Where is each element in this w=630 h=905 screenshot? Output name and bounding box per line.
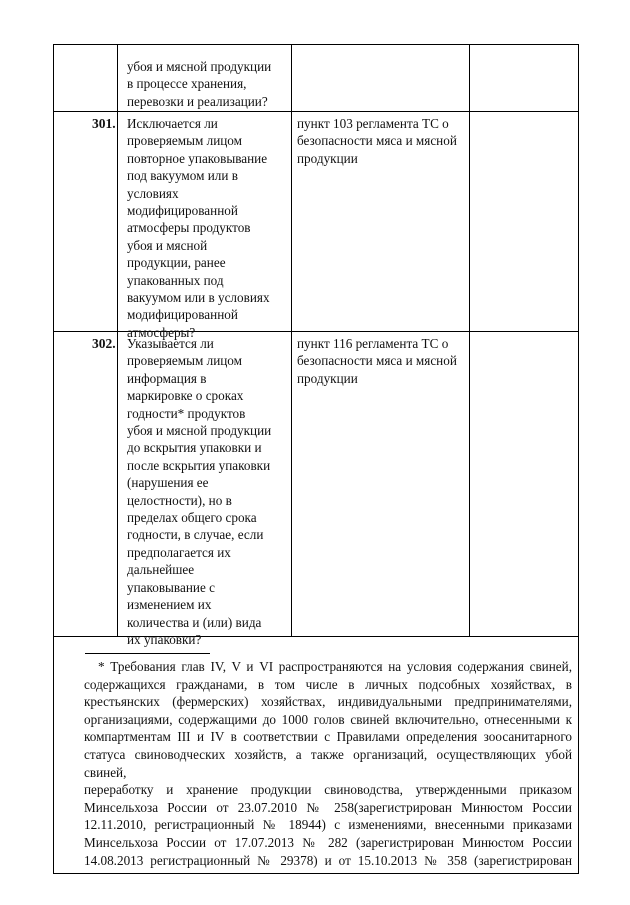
row-divider-301 — [53, 111, 579, 112]
text-line: под вакуумом или в — [127, 168, 238, 184]
reference-301 — [297, 115, 477, 167]
text-line: упакованных под — [127, 272, 224, 288]
question-301 — [127, 115, 297, 341]
text-line: пункт 103 регламента ТС о — [297, 116, 449, 131]
text-line: проверяемым лицом — [127, 353, 242, 369]
footnote-line: Минсельхоза России от 23.07.2010 № 258(зарегистрирован Минюстом России — [84, 799, 572, 815]
row-number-301: 301. — [92, 116, 116, 131]
text-line: (нарушения ее — [127, 475, 209, 491]
text-line: пределах общего срока — [127, 510, 257, 526]
footnote-line: крестьянских (фермерских) хозяйствах, индивидуальными предпринимателями, — [84, 694, 572, 710]
footnote-line: 12.11.2010, регистрационный № 18944) с изменениями, внесенными приказами — [84, 817, 572, 833]
text-line: повторное упаковывание — [127, 150, 268, 166]
text-line: после вскрытия упаковки — [127, 457, 271, 473]
text-line: вакуумом или в условиях — [127, 290, 270, 306]
footnote — [84, 658, 572, 869]
column-divider-number — [117, 44, 118, 636]
text-line: убоя и мясной продукции — [127, 423, 272, 439]
footnote-line: статуса свиноводческих хозяйств, а также организаций, осуществляющих убой свиней, — [84, 746, 572, 780]
text-line: целостности), но в — [127, 492, 232, 508]
text-line: убоя и мясной — [127, 237, 208, 253]
text-line: годности* продуктов — [127, 405, 246, 421]
text-line: предполагается их — [127, 544, 231, 560]
text-line: их упаковки? — [127, 631, 202, 647]
question-302 — [127, 335, 297, 648]
text-line: маркировке о сроках — [127, 388, 244, 404]
footnote-line: 14.08.2013 регистрационный № 29378) и от 15.10.2013 № 358 (зарегистрирован — [84, 852, 572, 868]
text-line: пункт 116 регламента ТС о — [297, 336, 449, 351]
footnote-line: организациями, содержащими до 1000 голов свиней включительно, отнесенными к — [84, 711, 572, 727]
text-line: модифицированной — [127, 203, 238, 219]
text-line: проверяемым лицом — [127, 133, 242, 149]
text-line: информация в — [127, 370, 207, 386]
text-line: продукции, ранее — [127, 255, 226, 271]
text-line: до вскрытия упаковки и — [127, 440, 262, 456]
footnote-line: * Требования глав IV, V и VI распространяются на условия содержания свиней, — [98, 659, 572, 674]
footnote-line: Минсельхоза России от 17.07.2013 № 282 (зарегистрирован Минюстом России — [84, 834, 572, 850]
question-continued — [127, 58, 297, 110]
text-line: упаковывание с — [127, 579, 215, 595]
text-line: условиях — [127, 185, 179, 201]
footnote-separator — [85, 653, 210, 654]
text-line: в процессе хранения, — [127, 76, 247, 92]
text-line: Указывается ли — [127, 336, 214, 351]
text-line: перевозки и реализации? — [127, 93, 268, 109]
text-line: изменением их — [127, 597, 212, 613]
reference-302 — [297, 335, 477, 387]
footnote-line: содержащихся гражданами, в том числе в личных подсобных хозяйствах, в — [84, 676, 572, 692]
text-line: дальнейшее — [127, 562, 195, 578]
footnote-line: переработку и хранение продукции свиноводства, утвержденными приказом — [84, 782, 572, 798]
text-line: модифицированной — [127, 307, 238, 323]
text-line: атмосферы? — [127, 324, 196, 340]
text-line: продукции — [297, 150, 358, 166]
text-line: Исключается ли — [127, 116, 218, 131]
footnote-line: компартментам III и IV в соответствии с Правилами определения зоосанитарного — [84, 729, 572, 745]
text-line: безопасности мяса и мясной — [297, 353, 457, 369]
text-line: количества и (или) вида — [127, 614, 262, 630]
text-line: убоя и мясной продукции — [127, 59, 272, 74]
text-line: годности, в случае, если — [127, 527, 264, 543]
text-line: атмосферы продуктов — [127, 220, 251, 236]
row-number-302: 302. — [92, 336, 116, 351]
text-line: продукции — [297, 370, 358, 386]
text-line: безопасности мяса и мясной — [297, 133, 457, 149]
